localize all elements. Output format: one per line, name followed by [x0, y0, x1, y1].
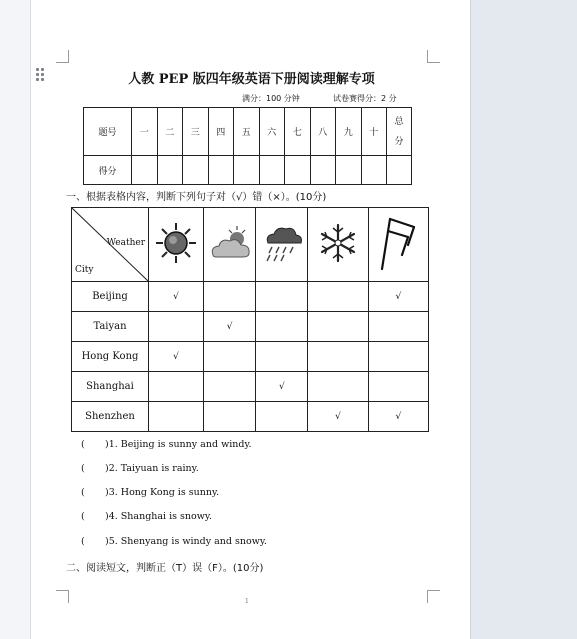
table-diagonal-header — [72, 208, 149, 282]
score-header-cell: 总 分 — [387, 108, 412, 156]
score-header-cell: 九 — [336, 108, 362, 156]
weather-check-cell — [368, 342, 428, 372]
answer-blank[interactable]: ( — [81, 511, 85, 522]
question-item — [81, 487, 219, 498]
score-header-cell: 三 — [183, 108, 209, 156]
city-name: Shanghai — [72, 372, 149, 402]
weather-check-cell — [256, 282, 308, 312]
check-mark: √ — [395, 292, 402, 302]
score-header-cell: 八 — [310, 108, 336, 156]
weather-check-cell — [368, 312, 428, 342]
weather-check-cell — [149, 372, 204, 402]
score-input-cell[interactable] — [310, 156, 336, 185]
weather-check-cell — [256, 402, 308, 432]
score-input-cell[interactable] — [132, 156, 158, 185]
sunny-icon — [154, 221, 198, 265]
score-header-cell: 六 — [259, 108, 285, 156]
score-input-cell[interactable] — [157, 156, 183, 185]
margin-corner-mark — [427, 590, 440, 603]
score-input-cell[interactable] — [183, 156, 209, 185]
page-number: 1 — [245, 598, 249, 605]
score-input-cell[interactable] — [387, 156, 412, 185]
answer-blank[interactable]: ( — [81, 487, 85, 498]
weather-icon-cell — [368, 208, 428, 282]
weather-check-cell — [308, 372, 368, 402]
weather-check-cell — [203, 402, 255, 432]
weather-icon-cell — [203, 208, 255, 282]
city-name: Taiyan — [72, 312, 149, 342]
weather-check-cell — [149, 342, 204, 372]
check-mark: √ — [335, 412, 341, 422]
margin-corner-mark — [56, 590, 69, 603]
weather-icon-cell — [256, 208, 308, 282]
question-item — [81, 463, 199, 474]
weather-check-cell — [149, 282, 204, 312]
cloudy-icon — [207, 223, 253, 263]
score-input-cell[interactable] — [336, 156, 362, 185]
question-item — [81, 439, 252, 450]
rainy-icon — [260, 221, 304, 265]
score-row-label: 得分 — [84, 156, 132, 185]
weather-check-cell — [149, 402, 204, 432]
score-header-label: 题号 — [84, 108, 132, 156]
table-row — [72, 312, 429, 342]
weather-check-cell — [308, 282, 368, 312]
city-name: Shenzhen — [72, 402, 149, 432]
weather-check-cell — [256, 342, 308, 372]
left-canvas-margin — [0, 0, 30, 639]
question-item — [81, 536, 267, 547]
city-name: Beijing — [72, 282, 149, 312]
question-text: )4. Shanghai is snowy. — [105, 511, 213, 522]
score-input-cell[interactable] — [259, 156, 285, 185]
score-input-cell[interactable] — [208, 156, 234, 185]
score-header-cell: 七 — [285, 108, 311, 156]
weather-icon-cell — [308, 208, 368, 282]
question-text: )3. Hong Kong is sunny. — [105, 487, 220, 498]
check-mark: √ — [226, 322, 233, 332]
score-header-cell: 二 — [157, 108, 183, 156]
score-header-cell: 十 — [361, 108, 387, 156]
weather-check-cell — [308, 312, 368, 342]
table-row — [72, 342, 429, 372]
right-canvas-margin — [471, 0, 577, 639]
weather-check-cell — [256, 372, 308, 402]
snowy-icon — [316, 221, 360, 265]
windy-icon — [376, 215, 420, 271]
answer-blank[interactable]: ( — [81, 463, 85, 474]
check-mark: √ — [278, 382, 285, 392]
weather-check-cell — [203, 282, 255, 312]
city-name: Hong Kong — [72, 342, 149, 372]
weather-check-cell — [203, 342, 255, 372]
score-header-cell: 五 — [234, 108, 260, 156]
weather-icon-cell — [149, 208, 204, 282]
table-row — [72, 402, 429, 432]
weather-check-cell — [368, 372, 428, 402]
question-text: )1. Beijing is sunny and windy. — [105, 439, 252, 450]
weather-check-cell — [256, 312, 308, 342]
score-input-cell[interactable] — [361, 156, 387, 185]
reading-score-text: 试卷赛得分：2 分 — [333, 94, 397, 103]
weather-check-cell — [308, 402, 368, 432]
answer-blank[interactable]: ( — [81, 536, 85, 547]
question-text: )2. Taiyuan is rainy. — [105, 463, 199, 474]
check-mark: √ — [173, 292, 179, 302]
weather-check-cell — [368, 282, 428, 312]
weather-table — [71, 207, 429, 432]
answer-blank[interactable]: ( — [81, 439, 85, 450]
section-one-heading: 一、根据表格内容，判断下列句子对（√）错（×）。(10分) — [66, 192, 327, 203]
weather-check-cell — [203, 372, 255, 402]
weather-check-cell — [203, 312, 255, 342]
document-page — [30, 0, 471, 639]
table-row — [72, 372, 429, 402]
score-header-cell: 一 — [132, 108, 158, 156]
question-item — [81, 511, 212, 522]
margin-corner-mark — [427, 50, 440, 63]
margin-corner-mark — [56, 50, 69, 63]
score-header-cell: 四 — [208, 108, 234, 156]
weather-check-cell — [368, 402, 428, 432]
document-title: 人教 PEP 版四年级英语下册阅读理解专项 — [128, 72, 375, 87]
check-mark: √ — [173, 352, 179, 362]
weather-label: Weather — [106, 238, 145, 248]
section-two-heading: 二、阅读短文，判断正（T）误（F）。(10分) — [66, 563, 264, 574]
score-input-cell[interactable] — [285, 156, 311, 185]
score-input-cell[interactable] — [234, 156, 260, 185]
weather-check-cell — [149, 312, 204, 342]
question-text: )5. Shenyang is windy and snowy. — [105, 536, 267, 547]
table-row — [72, 282, 429, 312]
weather-check-cell — [308, 342, 368, 372]
city-label: City — [75, 265, 94, 275]
check-mark: √ — [395, 412, 402, 422]
score-table — [83, 107, 412, 185]
full-marks-text: 满分：100 分钟 — [242, 94, 300, 103]
